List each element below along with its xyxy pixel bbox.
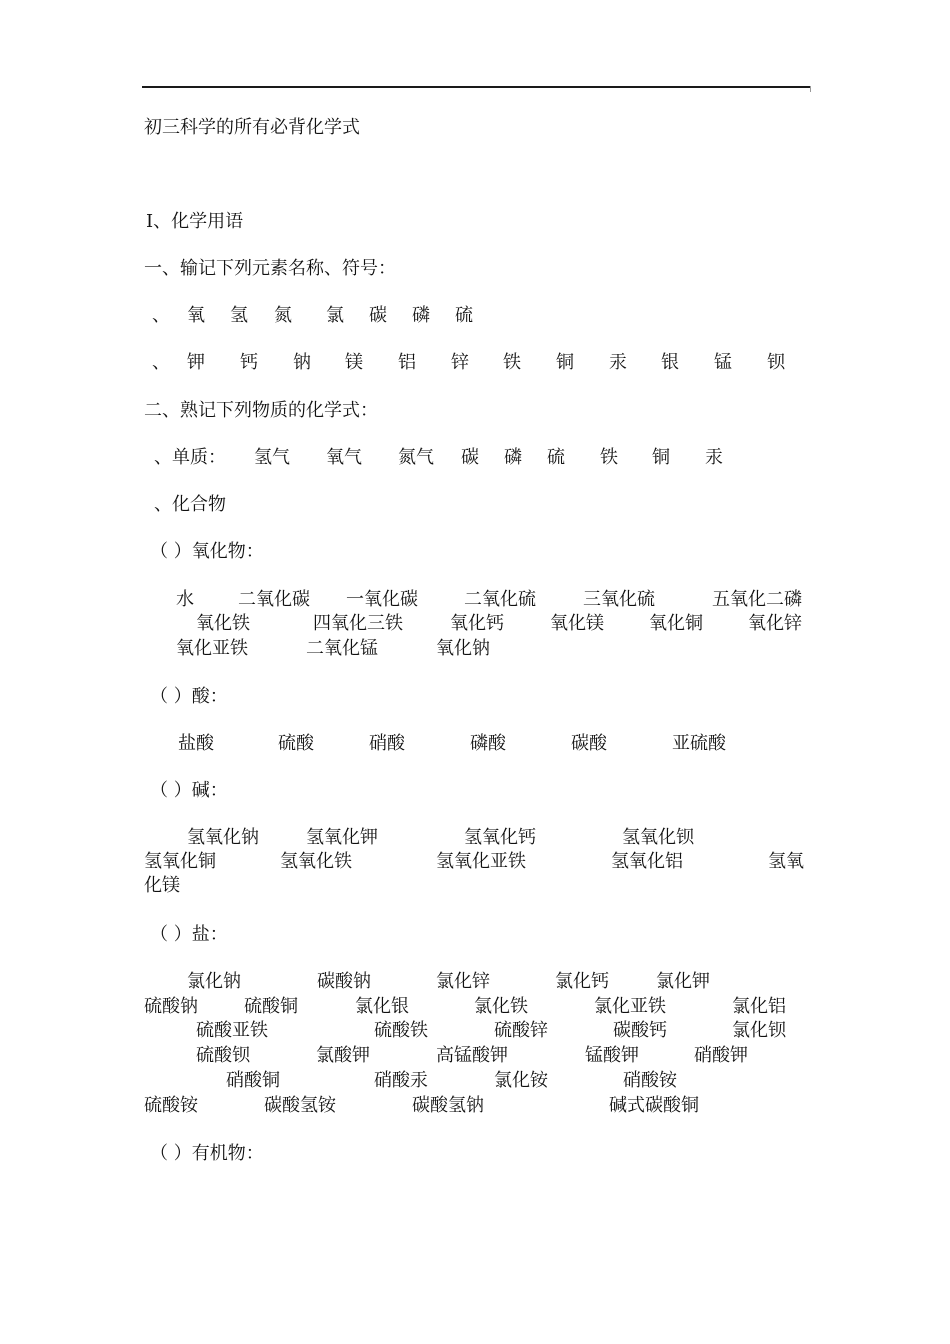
element-name: 汞: [609, 352, 627, 373]
salt-name: 硫酸钡: [196, 1045, 250, 1066]
element-name: 硫: [455, 305, 473, 326]
element-name: 钾: [187, 352, 205, 373]
salt-name: 硝酸铵: [623, 1070, 677, 1091]
element-name: 氧: [187, 305, 205, 326]
substance-name: 铁: [600, 447, 618, 468]
section2-heading: 二、熟记下列物质的化学式：: [144, 400, 378, 421]
element-name: 氢: [230, 305, 248, 326]
salt-name: 氯化锌: [436, 971, 490, 992]
oxide-name: 四氧化三铁: [313, 613, 403, 634]
part-heading: Ⅰ、化学用语: [146, 211, 244, 232]
acid-name: 盐酸: [178, 733, 214, 754]
substance-name: 氢气: [254, 447, 290, 468]
acid-name: 碳酸: [571, 733, 607, 754]
base-name: 氢氧化铝: [611, 851, 683, 872]
substance-name: 硫: [547, 447, 565, 468]
oxides-label: （ ）氧化物：: [150, 541, 264, 562]
salt-name: 氯化钙: [555, 971, 609, 992]
substance-name: 氧气: [326, 447, 362, 468]
element-name: 钡: [767, 352, 785, 373]
salts-label: （ ）盐：: [150, 924, 228, 945]
acids-label: （ ）酸：: [150, 686, 228, 707]
element-name: 铜: [556, 352, 574, 373]
salt-name: 硫酸钠: [144, 996, 198, 1017]
salt-name: 硝酸汞: [374, 1070, 428, 1091]
acid-name: 硫酸: [278, 733, 314, 754]
salt-name: 氯化银: [355, 996, 409, 1017]
salt-name: 氯化铵: [494, 1070, 548, 1091]
section1-heading: 一、输记下列元素名称、符号：: [144, 258, 396, 279]
salt-name: 氯化钠: [187, 971, 241, 992]
salt-name: 硫酸铜: [244, 996, 298, 1017]
oxide-name: 水: [176, 589, 194, 610]
element-name: 铁: [503, 352, 521, 373]
substance-name: 氮气: [398, 447, 434, 468]
base-name: 氢氧化铜: [144, 851, 216, 872]
row1-marker: 、: [152, 305, 170, 326]
top-rule: [142, 86, 810, 88]
base-name: 氢氧化钠: [187, 827, 259, 848]
document-title: 初三科学的所有必背化学式: [144, 117, 360, 138]
base-name: 氢氧化亚铁: [436, 851, 526, 872]
element-name: 磷: [412, 305, 430, 326]
compounds-label: 、化合物: [154, 494, 226, 515]
salt-name: 碳酸钙: [613, 1020, 667, 1041]
oxide-name: 氧化镁: [550, 613, 604, 634]
element-name: 碳: [369, 305, 387, 326]
row2-marker: 、: [152, 352, 170, 373]
salt-name: 硝酸铜: [226, 1070, 280, 1091]
substance-name: 碳: [461, 447, 479, 468]
element-name: 铝: [398, 352, 416, 373]
acid-name: 磷酸: [470, 733, 506, 754]
salt-name: 碳酸钠: [317, 971, 371, 992]
salt-name: 锰酸钾: [585, 1045, 639, 1066]
element-name: 钠: [293, 352, 311, 373]
bases-label: （ ）碱：: [150, 780, 228, 801]
oxide-name: 三氧化硫: [583, 589, 655, 610]
salt-name: 碳酸氢钠: [412, 1095, 484, 1116]
salt-name: 碳酸氢铵: [264, 1095, 336, 1116]
acid-name: 亚硫酸: [672, 733, 726, 754]
oxide-name: 氧化亚铁: [176, 638, 248, 659]
rule-tick: [810, 86, 811, 92]
substance-name: 汞: [705, 447, 723, 468]
acid-name: 硝酸: [369, 733, 405, 754]
salt-name: 高锰酸钾: [436, 1045, 508, 1066]
element-name: 镁: [345, 352, 363, 373]
salt-name: 硫酸铁: [374, 1020, 428, 1041]
base-name: 氢氧化钾: [306, 827, 378, 848]
salt-name: 碱式碳酸铜: [609, 1095, 699, 1116]
base-name: 氢氧: [768, 851, 804, 872]
base-name: 氢氧化钙: [464, 827, 536, 848]
substance-name: 磷: [504, 447, 522, 468]
base-name: 氢氧化钡: [622, 827, 694, 848]
oxide-name: 五氧化二磷: [712, 589, 802, 610]
oxide-name: 二氧化锰: [306, 638, 378, 659]
oxide-name: 二氧化硫: [464, 589, 536, 610]
element-name: 锌: [451, 352, 469, 373]
oxide-name: 氧化钙: [450, 613, 504, 634]
salt-name: 氯化铝: [732, 996, 786, 1017]
element-name: 氮: [274, 305, 292, 326]
salt-name: 氯酸钾: [316, 1045, 370, 1066]
salt-name: 硝酸钾: [694, 1045, 748, 1066]
salt-name: 硫酸铵: [144, 1095, 198, 1116]
element-name: 钙: [240, 352, 258, 373]
oxide-name: 氧化锌: [748, 613, 802, 634]
element-name: 锰: [714, 352, 732, 373]
oxide-name: 氧化铁: [196, 613, 250, 634]
salt-name: 氯化铁: [474, 996, 528, 1017]
salt-name: 氯化钡: [732, 1020, 786, 1041]
wrapped-continuation: 化镁: [144, 875, 180, 896]
substance-name: 铜: [652, 447, 670, 468]
oxide-name: 氧化钠: [436, 638, 490, 659]
oxide-name: 一氧化碳: [346, 589, 418, 610]
base-name: 氢氧化铁: [280, 851, 352, 872]
oxide-name: 氧化铜: [649, 613, 703, 634]
salt-name: 氯化亚铁: [594, 996, 666, 1017]
salt-name: 氯化钾: [656, 971, 710, 992]
oxide-name: 二氧化碳: [238, 589, 310, 610]
element-name: 氯: [326, 305, 344, 326]
salt-name: 硫酸锌: [494, 1020, 548, 1041]
salt-name: 硫酸亚铁: [196, 1020, 268, 1041]
elements-label: 、单质：: [154, 447, 226, 468]
organics-label: （ ）有机物：: [150, 1143, 264, 1164]
element-name: 银: [661, 352, 679, 373]
